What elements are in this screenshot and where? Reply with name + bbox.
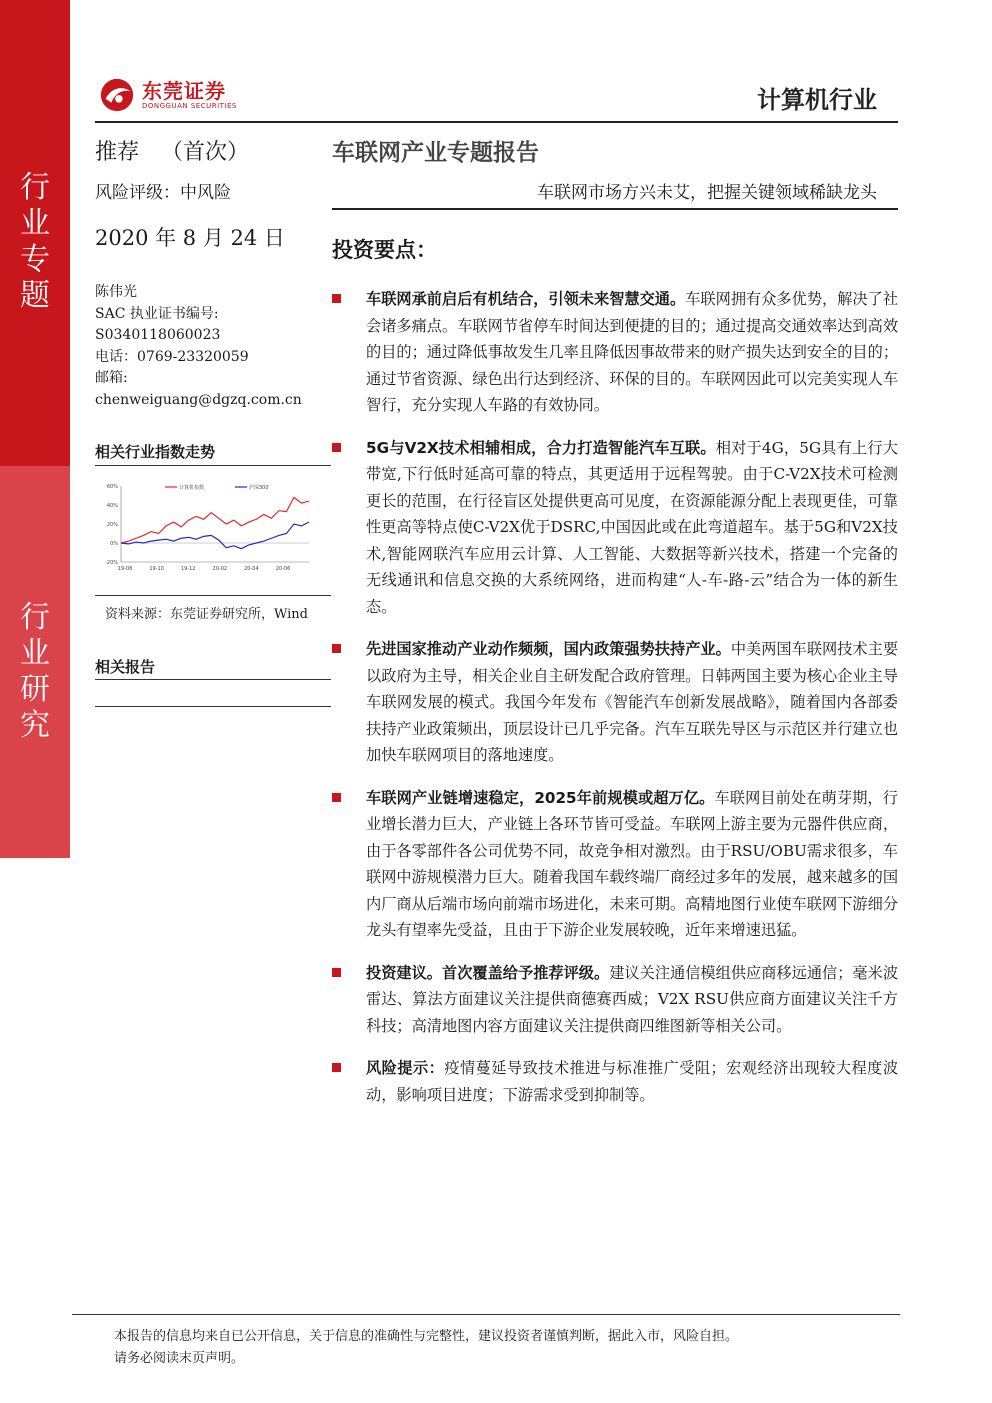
title-divider <box>332 208 898 210</box>
related-reports-bottom-rule <box>95 706 331 707</box>
key-point-headline: 车联网产业链增速稳定，2025年前规模或超万亿。 <box>366 788 715 807</box>
key-point-headline: 车联网承前启后有机结合，引领未来智慧交通。 <box>366 290 686 308</box>
sidebar-char: 行 <box>20 170 50 205</box>
logo-mark-icon <box>98 76 136 114</box>
chart-x-tick-label: 19-12 <box>180 566 196 572</box>
sidebar-char: 业 <box>20 636 50 671</box>
related-reports-heading: 相关报告 <box>95 658 156 676</box>
index-chart-heading: 相关行业指数走势 <box>95 443 216 461</box>
chart-y-tick-label: 40% <box>106 503 118 509</box>
industry-label: 计算机行业 <box>757 86 877 114</box>
key-point-item <box>332 636 898 769</box>
key-point-headline: 风险提示： <box>366 1059 445 1077</box>
analyst-email-label: 邮箱: <box>95 370 128 386</box>
sidebar-char: 题 <box>20 278 50 313</box>
legend-label: 计算机指数 <box>179 485 205 491</box>
sidebar-bottom-band <box>0 466 70 858</box>
industry-index-line <box>121 497 309 543</box>
chart-x-tick-label: 19-10 <box>149 566 164 572</box>
logo-text-en: DONGGUAN SECURITIES <box>142 102 237 110</box>
sidebar-char: 研 <box>20 672 50 707</box>
chart-y-tick-label: 0% <box>110 541 118 547</box>
key-point-headline: 5G与V2X技术相辅相成，合力打造智能汽车互联。 <box>366 438 716 457</box>
disclaimer-line: 请务必阅读末页声明。 <box>114 1351 245 1366</box>
report-subtitle: 车联网市场方兴未艾，把握关键领域稀缺龙头 <box>537 183 877 203</box>
analyst-sac-number: S0340118060023 <box>95 327 221 343</box>
key-point-headline: 先进国家推动产业动作频频，国内政策强势扶持产业。 <box>366 640 731 658</box>
index-trend-chart <box>95 476 331 576</box>
chart-bottom-rule <box>95 595 331 596</box>
chart-y-tick-label: 20% <box>106 522 118 528</box>
sidebar-char: 业 <box>20 206 50 241</box>
key-point-item <box>332 1055 898 1108</box>
bullet-square-icon <box>332 443 341 452</box>
disclaimer <box>114 1326 738 1370</box>
key-point-headline: 投资建议。首次覆盖给予推荐评级。 <box>366 963 610 982</box>
risk-rating: 风险评级：中风险 <box>95 183 231 203</box>
key-point-text: 车联网拥有众多优势，解决了社会诸多痛点。车联网节省停车时间达到便捷的目的；通过提高交通效率达到高效的目的；通过降低事故发生几率且降低因事故带来的财产损失达到安全的目的；通过节省资源、绿色出行达到经济、环保的目的。车联网因此可以完美实现人车智行，充分实现人车路的有效协同。 <box>366 290 899 414</box>
company-logo <box>98 76 237 114</box>
header-divider <box>95 121 898 123</box>
analyst-name: 陈伟光 <box>95 284 137 300</box>
key-point-item <box>332 286 898 419</box>
sidebar-label-industry-research <box>0 600 70 744</box>
bullet-square-icon <box>332 1063 341 1072</box>
analyst-sac-label: SAC 执业证书编号: <box>95 305 219 322</box>
analyst-email[interactable]: chenweiguang@dgzq.com.cn <box>95 391 302 408</box>
key-point-item <box>332 435 898 621</box>
rating-note: （首次） <box>161 140 250 165</box>
footer-divider <box>72 1314 900 1315</box>
chart-source: 资料来源：东莞证券研究所，Wind <box>105 607 308 622</box>
key-point-text: 建议关注通信模组供应商移远通信；毫米波雷达、算法方面建议关注提供商德赛西威；V2X RSU供应商方面建议关注千方科技；高清地图内容方面建议关注提供商四维图新等相关公司。 <box>366 963 899 1035</box>
key-points-title: 投资要点： <box>332 238 437 262</box>
sidebar-char: 究 <box>20 708 50 743</box>
bullet-square-icon <box>332 644 341 653</box>
key-point-text: 车联网目前处在萌芽期，行业增长潜力巨大，产业链上各环节皆可受益。车联网上游主要为元器件供应商，由于各零部件各公司优势不同，故竞争相对激烈。由于RSU/OBU需求很多，车联网中游规模潜力巨大。随着我国车载终端厂商经过多年的发展，越来越多的国内厂商从后端市场向前端市场进化，未来可期。高精地图行业使车联网下游细分龙头有望率先受益，且由于下游企业发展较晚，近年来增速迅猛。 <box>366 788 898 939</box>
report-date: 2020 年 8 月 24 日 <box>95 226 285 250</box>
chart-y-tick-label: -20% <box>105 560 118 566</box>
key-point-item <box>332 785 898 944</box>
sidebar-char: 行 <box>20 600 50 635</box>
key-point-text: 疫情蔓延导致技术推进与标准推广受阻；宏观经济出现较大程度波动，影响项目进度；下游需求受到抑制等。 <box>366 1059 899 1104</box>
analyst-info <box>95 282 302 411</box>
chart-x-tick-label: 19-08 <box>117 566 133 572</box>
report-title: 车联网产业专题报告 <box>332 140 539 166</box>
sidebar-char: 专 <box>20 242 50 277</box>
chart-x-tick-label: 20-02 <box>212 566 228 572</box>
rating <box>95 135 249 166</box>
related-reports-rule <box>95 679 331 680</box>
chart-y-tick-label: 60% <box>106 484 118 490</box>
chart-x-tick-label: 20-06 <box>275 566 291 572</box>
disclaimer-line: 本报告的信息均来自已公开信息，关于信息的准确性与完整性，建议投资者谨慎判断，据此入市，风险自担。 <box>114 1329 739 1344</box>
bullet-square-icon <box>332 294 341 303</box>
logo-text-cn: 东莞证券 <box>142 79 226 103</box>
key-point-text: 中美两国车联网技术主要以政府为主导，相关企业自主研发配合政府管理。日韩两国主要为核心企业主导车联网发展的模式。我国今年发布《智能汽车创新发展战略》，随着国内各部委扶持产业政策频出，顶层设计已几乎完备。汽车互联先导区与示范区并行建立也加快车联网项目的落地速度。 <box>366 640 899 764</box>
analyst-phone: 电话：0769-23320059 <box>95 348 249 365</box>
index-chart-heading-rule <box>95 465 331 466</box>
key-points-list <box>332 286 898 1124</box>
rating-value: 推荐 <box>95 140 140 165</box>
sidebar-label-industry-topic <box>0 170 70 314</box>
key-point-text: 相对于4G，5G具有上行大带宽,下行低时延高可靠的特点，其更适用于远程驾驶。由于C-V2X技术可检测更长的范围，在行径盲区处提供更高可见度，在资源能源分配上表现更佳，可靠性更高等特点使C-V2X优于DSRC,中国因此或在此弯道超车。基于5G和V2X技术,智能网联汽车应用云计算、人工智能、大数据等新兴技术，搭建一个完备的无线通讯和信息交换的大系统网络，进而构建“人-车-路-云”结合为一体的新生态。 <box>366 438 898 616</box>
sidebar-top-band <box>0 0 70 466</box>
chart-x-tick-label: 20-04 <box>244 566 259 572</box>
benchmark-index-line <box>121 522 309 549</box>
key-point-item <box>332 960 898 1040</box>
bullet-square-icon <box>332 968 341 977</box>
legend-label: 沪深300 <box>249 485 269 491</box>
bullet-square-icon <box>332 793 341 802</box>
